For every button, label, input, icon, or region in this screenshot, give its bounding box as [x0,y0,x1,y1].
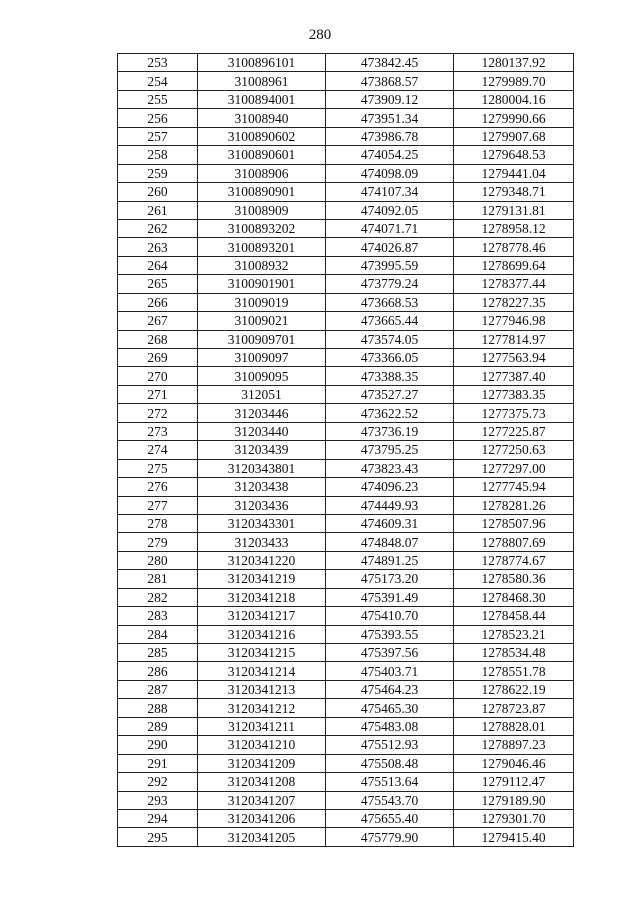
row-number-cell: 293 [118,791,198,809]
y-coordinate-cell: 1278622.19 [454,680,574,698]
row-number-cell: 259 [118,164,198,182]
row-number-cell: 286 [118,662,198,680]
table-row [118,219,574,237]
x-coordinate-cell: 474449.93 [326,496,454,514]
row-number-cell: 285 [118,644,198,662]
y-coordinate-cell: 1278774.67 [454,551,574,569]
x-coordinate-cell: 475465.30 [326,699,454,717]
point-code-cell: 31009095 [198,367,326,385]
row-number-cell: 284 [118,625,198,643]
y-coordinate-cell: 1277383.35 [454,385,574,403]
row-number-cell: 272 [118,404,198,422]
y-coordinate-cell: 1279301.70 [454,809,574,827]
x-coordinate-cell: 475397.56 [326,644,454,662]
x-coordinate-cell: 474848.07 [326,533,454,551]
table-row [118,809,574,827]
x-coordinate-cell: 475403.71 [326,662,454,680]
row-number-cell: 295 [118,828,198,846]
y-coordinate-cell: 1279189.90 [454,791,574,809]
x-coordinate-cell: 473995.59 [326,256,454,274]
table-row [118,422,574,440]
table-row [118,570,574,588]
point-code-cell: 3120343801 [198,459,326,477]
x-coordinate-cell: 474098.09 [326,164,454,182]
x-coordinate-cell: 475173.20 [326,570,454,588]
table-row [118,293,574,311]
x-coordinate-cell: 475543.70 [326,791,454,809]
row-number-cell: 270 [118,367,198,385]
x-coordinate-cell: 473736.19 [326,422,454,440]
x-coordinate-cell: 474891.25 [326,551,454,569]
row-number-cell: 275 [118,459,198,477]
y-coordinate-cell: 1278377.44 [454,275,574,293]
y-coordinate-cell: 1279648.53 [454,146,574,164]
table-row [118,146,574,164]
table-row [118,791,574,809]
row-number-cell: 289 [118,717,198,735]
x-coordinate-cell: 473574.05 [326,330,454,348]
point-code-cell: 31008932 [198,256,326,274]
y-coordinate-cell: 1278958.12 [454,219,574,237]
y-coordinate-cell: 1278580.36 [454,570,574,588]
y-coordinate-cell: 1278458.44 [454,607,574,625]
point-code-cell: 3120341219 [198,570,326,588]
x-coordinate-cell: 475464.23 [326,680,454,698]
row-number-cell: 266 [118,293,198,311]
point-code-cell: 31008940 [198,109,326,127]
y-coordinate-cell: 1278468.30 [454,588,574,606]
point-code-cell: 3120341217 [198,607,326,625]
y-coordinate-cell: 1278551.78 [454,662,574,680]
row-number-cell: 287 [118,680,198,698]
row-number-cell: 274 [118,441,198,459]
y-coordinate-cell: 1277745.94 [454,478,574,496]
table-row [118,238,574,256]
row-number-cell: 260 [118,183,198,201]
y-coordinate-cell: 1277814.97 [454,330,574,348]
table-row [118,717,574,735]
point-code-cell: 3120341208 [198,773,326,791]
coordinates-table [117,53,574,847]
y-coordinate-cell: 1278828.01 [454,717,574,735]
row-number-cell: 257 [118,127,198,145]
table-row [118,256,574,274]
x-coordinate-cell: 473868.57 [326,72,454,90]
y-coordinate-cell: 1278699.64 [454,256,574,274]
y-coordinate-cell: 1277297.00 [454,459,574,477]
x-coordinate-cell: 475393.55 [326,625,454,643]
table-row [118,459,574,477]
table-row [118,404,574,422]
x-coordinate-cell: 473986.78 [326,127,454,145]
x-coordinate-cell: 473823.43 [326,459,454,477]
table-row [118,496,574,514]
table-row [118,349,574,367]
x-coordinate-cell: 473668.53 [326,293,454,311]
table-row [118,680,574,698]
row-number-cell: 279 [118,533,198,551]
row-number-cell: 253 [118,54,198,72]
row-number-cell: 255 [118,90,198,108]
table-row [118,312,574,330]
row-number-cell: 256 [118,109,198,127]
y-coordinate-cell: 1279348.71 [454,183,574,201]
row-number-cell: 263 [118,238,198,256]
x-coordinate-cell: 473795.25 [326,441,454,459]
x-coordinate-cell: 474609.31 [326,514,454,532]
row-number-cell: 273 [118,422,198,440]
table-row [118,736,574,754]
coordinates-table-body [118,54,574,847]
table-row [118,773,574,791]
row-number-cell: 278 [118,514,198,532]
x-coordinate-cell: 473779.24 [326,275,454,293]
point-code-cell: 3100893202 [198,219,326,237]
table-row [118,478,574,496]
point-code-cell: 312051 [198,385,326,403]
point-code-cell: 31203436 [198,496,326,514]
x-coordinate-cell: 475779.90 [326,828,454,846]
row-number-cell: 269 [118,349,198,367]
point-code-cell: 3100901901 [198,275,326,293]
y-coordinate-cell: 1278523.21 [454,625,574,643]
row-number-cell: 265 [118,275,198,293]
table-row [118,201,574,219]
y-coordinate-cell: 1278778.46 [454,238,574,256]
y-coordinate-cell: 1278897.23 [454,736,574,754]
table-row [118,275,574,293]
row-number-cell: 281 [118,570,198,588]
table-row [118,551,574,569]
table-row [118,183,574,201]
y-coordinate-cell: 1277563.94 [454,349,574,367]
row-number-cell: 277 [118,496,198,514]
table-row [118,54,574,72]
point-code-cell: 3100890601 [198,146,326,164]
x-coordinate-cell: 474026.87 [326,238,454,256]
point-code-cell: 3120341210 [198,736,326,754]
point-code-cell: 31203439 [198,441,326,459]
x-coordinate-cell: 473665.44 [326,312,454,330]
x-coordinate-cell: 473622.52 [326,404,454,422]
x-coordinate-cell: 475508.48 [326,754,454,772]
x-coordinate-cell: 473366.05 [326,349,454,367]
y-coordinate-cell: 1280004.16 [454,90,574,108]
point-code-cell: 3120341207 [198,791,326,809]
table-row [118,330,574,348]
row-number-cell: 283 [118,607,198,625]
y-coordinate-cell: 1277387.40 [454,367,574,385]
point-code-cell: 31009097 [198,349,326,367]
x-coordinate-cell: 475512.93 [326,736,454,754]
row-number-cell: 292 [118,773,198,791]
x-coordinate-cell: 475483.08 [326,717,454,735]
table-row [118,109,574,127]
row-number-cell: 261 [118,201,198,219]
y-coordinate-cell: 1278807.69 [454,533,574,551]
table-row [118,72,574,90]
row-number-cell: 271 [118,385,198,403]
table-row [118,127,574,145]
point-code-cell: 3100894001 [198,90,326,108]
point-code-cell: 31008906 [198,164,326,182]
row-number-cell: 264 [118,256,198,274]
x-coordinate-cell: 475391.49 [326,588,454,606]
x-coordinate-cell: 473527.27 [326,385,454,403]
point-code-cell: 3120341215 [198,644,326,662]
table-row [118,533,574,551]
row-number-cell: 262 [118,219,198,237]
point-code-cell: 31009021 [198,312,326,330]
table-row [118,385,574,403]
point-code-cell: 3120341218 [198,588,326,606]
row-number-cell: 258 [118,146,198,164]
y-coordinate-cell: 1279046.46 [454,754,574,772]
point-code-cell: 3120343301 [198,514,326,532]
y-coordinate-cell: 1279989.70 [454,72,574,90]
y-coordinate-cell: 1277946.98 [454,312,574,330]
y-coordinate-cell: 1278507.96 [454,514,574,532]
table-row [118,90,574,108]
y-coordinate-cell: 1278723.87 [454,699,574,717]
y-coordinate-cell: 1279907.68 [454,127,574,145]
row-number-cell: 291 [118,754,198,772]
y-coordinate-cell: 1279415.40 [454,828,574,846]
x-coordinate-cell: 473951.34 [326,109,454,127]
point-code-cell: 3120341206 [198,809,326,827]
table-row [118,625,574,643]
table-row [118,699,574,717]
y-coordinate-cell: 1279441.04 [454,164,574,182]
y-coordinate-cell: 1280137.92 [454,54,574,72]
point-code-cell: 3120341212 [198,699,326,717]
point-code-cell: 3100896101 [198,54,326,72]
row-number-cell: 280 [118,551,198,569]
point-code-cell: 3100890602 [198,127,326,145]
x-coordinate-cell: 473388.35 [326,367,454,385]
x-coordinate-cell: 474092.05 [326,201,454,219]
row-number-cell: 288 [118,699,198,717]
y-coordinate-cell: 1277225.87 [454,422,574,440]
y-coordinate-cell: 1279990.66 [454,109,574,127]
y-coordinate-cell: 1278281.26 [454,496,574,514]
row-number-cell: 294 [118,809,198,827]
table-row [118,607,574,625]
y-coordinate-cell: 1278534.48 [454,644,574,662]
table-row [118,441,574,459]
point-code-cell: 31009019 [198,293,326,311]
point-code-cell: 31008909 [198,201,326,219]
row-number-cell: 276 [118,478,198,496]
y-coordinate-cell: 1277375.73 [454,404,574,422]
point-code-cell: 31203438 [198,478,326,496]
x-coordinate-cell: 474054.25 [326,146,454,164]
point-code-cell: 3120341220 [198,551,326,569]
x-coordinate-cell: 473842.45 [326,54,454,72]
point-code-cell: 3120341209 [198,754,326,772]
x-coordinate-cell: 475513.64 [326,773,454,791]
table-row [118,164,574,182]
point-code-cell: 3100893201 [198,238,326,256]
row-number-cell: 282 [118,588,198,606]
row-number-cell: 267 [118,312,198,330]
point-code-cell: 3120341214 [198,662,326,680]
x-coordinate-cell: 473909.12 [326,90,454,108]
row-number-cell: 254 [118,72,198,90]
row-number-cell: 290 [118,736,198,754]
point-code-cell: 3100909701 [198,330,326,348]
table-row [118,514,574,532]
y-coordinate-cell: 1279112.47 [454,773,574,791]
x-coordinate-cell: 475655.40 [326,809,454,827]
point-code-cell: 3120341216 [198,625,326,643]
point-code-cell: 3100890901 [198,183,326,201]
table-row [118,588,574,606]
table-row [118,754,574,772]
y-coordinate-cell: 1279131.81 [454,201,574,219]
point-code-cell: 31008961 [198,72,326,90]
point-code-cell: 3120341211 [198,717,326,735]
y-coordinate-cell: 1278227.35 [454,293,574,311]
table-row [118,828,574,846]
y-coordinate-cell: 1277250.63 [454,441,574,459]
table-row [118,367,574,385]
x-coordinate-cell: 474107.34 [326,183,454,201]
point-code-cell: 3120341213 [198,680,326,698]
point-code-cell: 31203446 [198,404,326,422]
point-code-cell: 3120341205 [198,828,326,846]
table-row [118,644,574,662]
row-number-cell: 268 [118,330,198,348]
x-coordinate-cell: 474071.71 [326,219,454,237]
page-number: 280 [308,27,332,43]
point-code-cell: 31203440 [198,422,326,440]
x-coordinate-cell: 474096.23 [326,478,454,496]
x-coordinate-cell: 475410.70 [326,607,454,625]
table-row [118,662,574,680]
point-code-cell: 31203433 [198,533,326,551]
